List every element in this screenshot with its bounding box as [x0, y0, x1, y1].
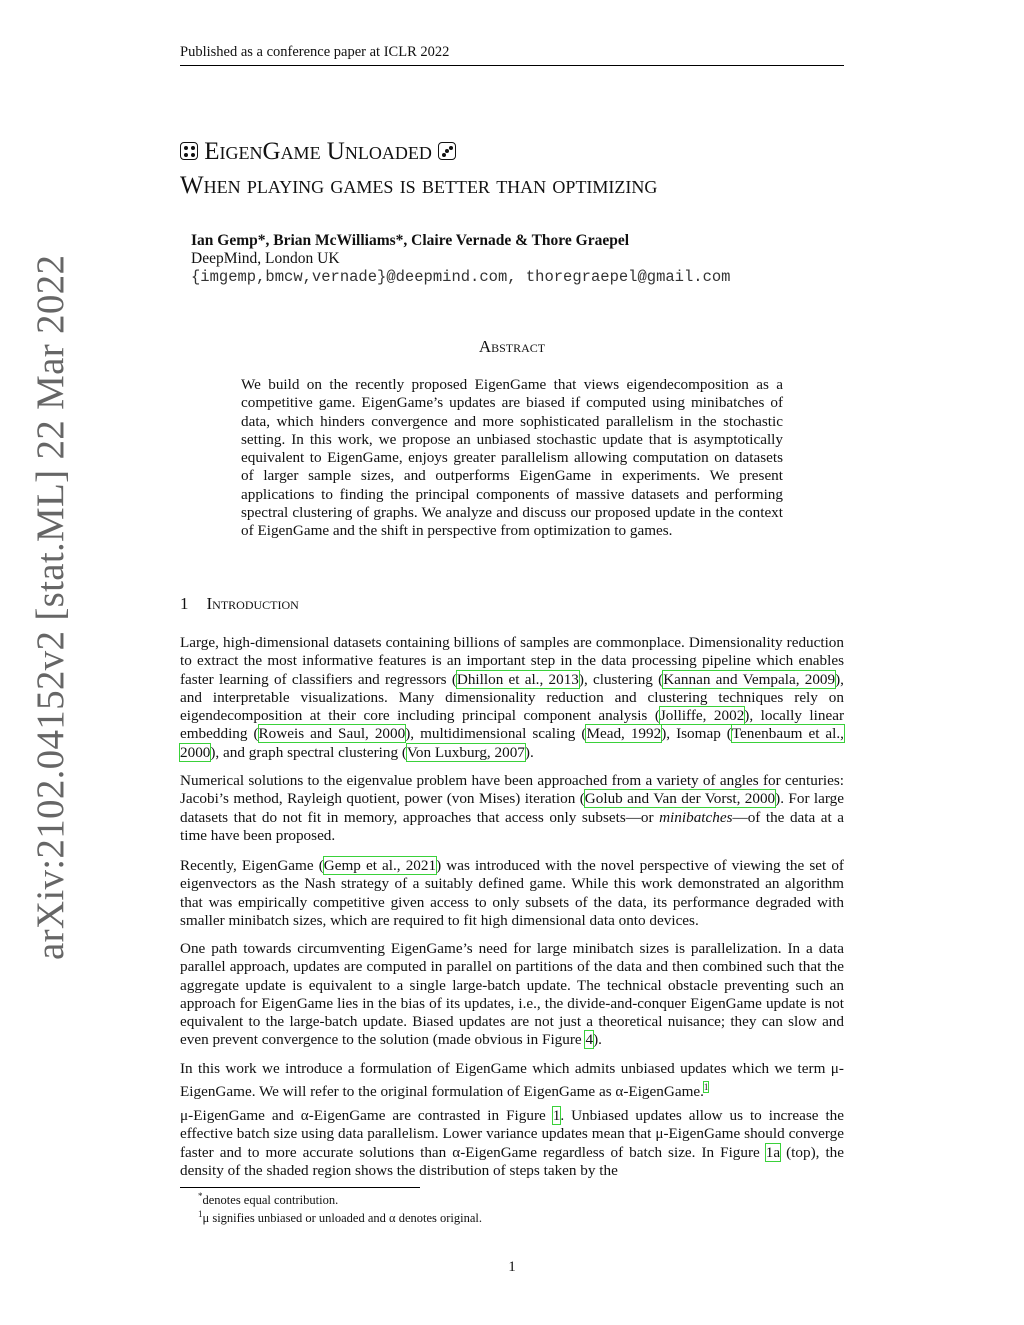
section-number: 1 [180, 594, 189, 613]
section-title: Introduction [206, 594, 299, 613]
page-number: 1 [508, 1259, 516, 1275]
arxiv-stamp: arXiv:2102.04152v2 [stat.ML] 22 Mar 2022 [29, 254, 72, 960]
paragraph-5: In this work we introduce a formulation of EigenGame which admits unbiased updates which we term μ-EigenGame. We will refer to the original formulation of EigenGame as α-EigenGame.$^1$ [180, 1060, 844, 1101]
footnote-1: *denotes equal contribution. [198, 1191, 339, 1208]
figure-ref-link[interactable]: 1a [765, 1143, 781, 1161]
figure-ref-link[interactable]: 1 [552, 1107, 561, 1124]
paragraph-2: Numerical solutions to the eigenvalue problem have been approached from a variety of angles for centuries: Jacobi’s method, Rayleigh quotient, power (von Mises) iteration (Golub and Van der Vorst, 2000). For large datasets that do not fit in memory, approaches that access only subsets—or minibatches—of the data at a time have been proposed. [180, 772, 845, 844]
footnote-rule [180, 1187, 420, 1188]
author-list: Ian Gemp*, Brian McWilliams*, Claire Vernade & Thore Graepel [191, 232, 630, 249]
citation-link[interactable]: Gemp et al., 2021 [323, 857, 437, 874]
abstract-text: We build on the recently proposed EigenGame that views eigendecomposition as a competitive game. EigenGame’s updates are biased if computed using minibatches of data, which hinders convergence and more sophisticated parallelism in the stochastic setting. In this work, we propose an unbiased stochastic update that is asymptotically equivalent to EigenGame, enjoys greater parallelism allowing computation on datasets of larger sample sizes, and outperforms EigenGame in experiments. We present applications to finding the principal components of massive datasets and performing spectral clustering of graphs. We analyze and discuss our proposed update in the context of EigenGame and the shift in perspective from optimization to games. [241, 376, 783, 540]
citation-link[interactable]: Golub and Van der Vorst, 2000 [584, 790, 776, 808]
die-three-icon [438, 142, 456, 160]
paragraph-4: One path towards circumventing EigenGame’s need for large minibatch sizes is parallelization. In a data parallel approach, updates are computed in parallel on partitions of the data and then combined such that the aggregate update is equivalent to a single large-batch update. The technical obstacle preventing such an approach for EigenGame lies in the bias of its updates, i.e., the divide-and-conquer EigenGame update is not equivalent to the large-batch update. Biased updates are not just a theoretical nuisance; they can slow and even prevent convergence to the solution (made obvious in Figure 4). [180, 940, 844, 1049]
title-line-1 [180, 138, 456, 166]
footnote-2: $^1$μ signifies unbiased or unloaded and α denotes original. [198, 1209, 483, 1226]
title-line-2: When playing games is better than optimizing [180, 172, 658, 199]
footnote-ref-link[interactable]: 1 [703, 1082, 709, 1093]
author-emails: {imgemp,bmcw,vernade}@deepmind.com, thoregraepel@gmail.com [191, 268, 731, 286]
citation-link[interactable]: Jolliffe, 2002 [659, 707, 745, 725]
affiliation: DeepMind, London UK [191, 250, 340, 267]
paragraph-1: Large, high-dimensional datasets containing billions of samples are commonplace. Dimensionality reduction to extract the most informative features is an important step in the data processing pipeline which enables faster learning of classifiers and regressors (Dhillon et al., 2013), clustering (Kannan and Vempala, 2009), and interpretable visualizations. Many dimensionality reduction and clustering techniques rely on eigendecomposition at their core including principal component analysis (Jolliffe, 2002), locally linear embedding (Roweis and Saul, 2000), multidimensional scaling (Mead, 1992), Isomap (Tenenbaum et al., 2000), and graph spectral clustering (Von Luxburg, 2007). [180, 634, 845, 761]
citation-link[interactable]: Mead, 1992 [586, 725, 662, 743]
header-rule [180, 65, 844, 66]
paragraph-6: μ-EigenGame and α-EigenGame are contrasted in Figure 1. Unbiased updates allow us to increase the effective batch size using data parallelism. Lower variance updates mean that μ-EigenGame should converge faster and to more accurate solutions than α-EigenGame regardless of batch size. In Figure 1a (top), the density of the shaded region shows the distribution of steps taken by the [180, 1107, 844, 1179]
paragraph-3: Recently, EigenGame (Gemp et al., 2021) was introduced with the novel perspective of viewing the set of eigenvectors as the Nash strategy of a suitably defined game. While this work demonstrated an algorithm that was empirically competitive given access to only subsets of the data, its performance degraded with smaller minibatch sizes, which are required to fit high dimensional data onto devices. [180, 857, 844, 929]
citation-link[interactable]: Kannan and Vempala, 2009 [663, 670, 836, 688]
abstract-heading: Abstract [478, 337, 546, 356]
citation-link[interactable]: Tenenbaum et al., 2000 [180, 725, 844, 761]
figure-ref-link[interactable]: 4 [585, 1031, 594, 1049]
section-heading [180, 594, 299, 614]
title-text: EigenGame Unloaded [204, 138, 432, 165]
citation-link[interactable]: Von Luxburg, 2007 [406, 743, 525, 761]
citation-link[interactable]: Dhillon et al., 2013 [456, 670, 579, 688]
running-header: Published as a conference paper at ICLR 2022 [180, 44, 450, 60]
die-four-icon [180, 142, 198, 160]
citation-link[interactable]: Roweis and Saul, 2000 [258, 725, 406, 743]
